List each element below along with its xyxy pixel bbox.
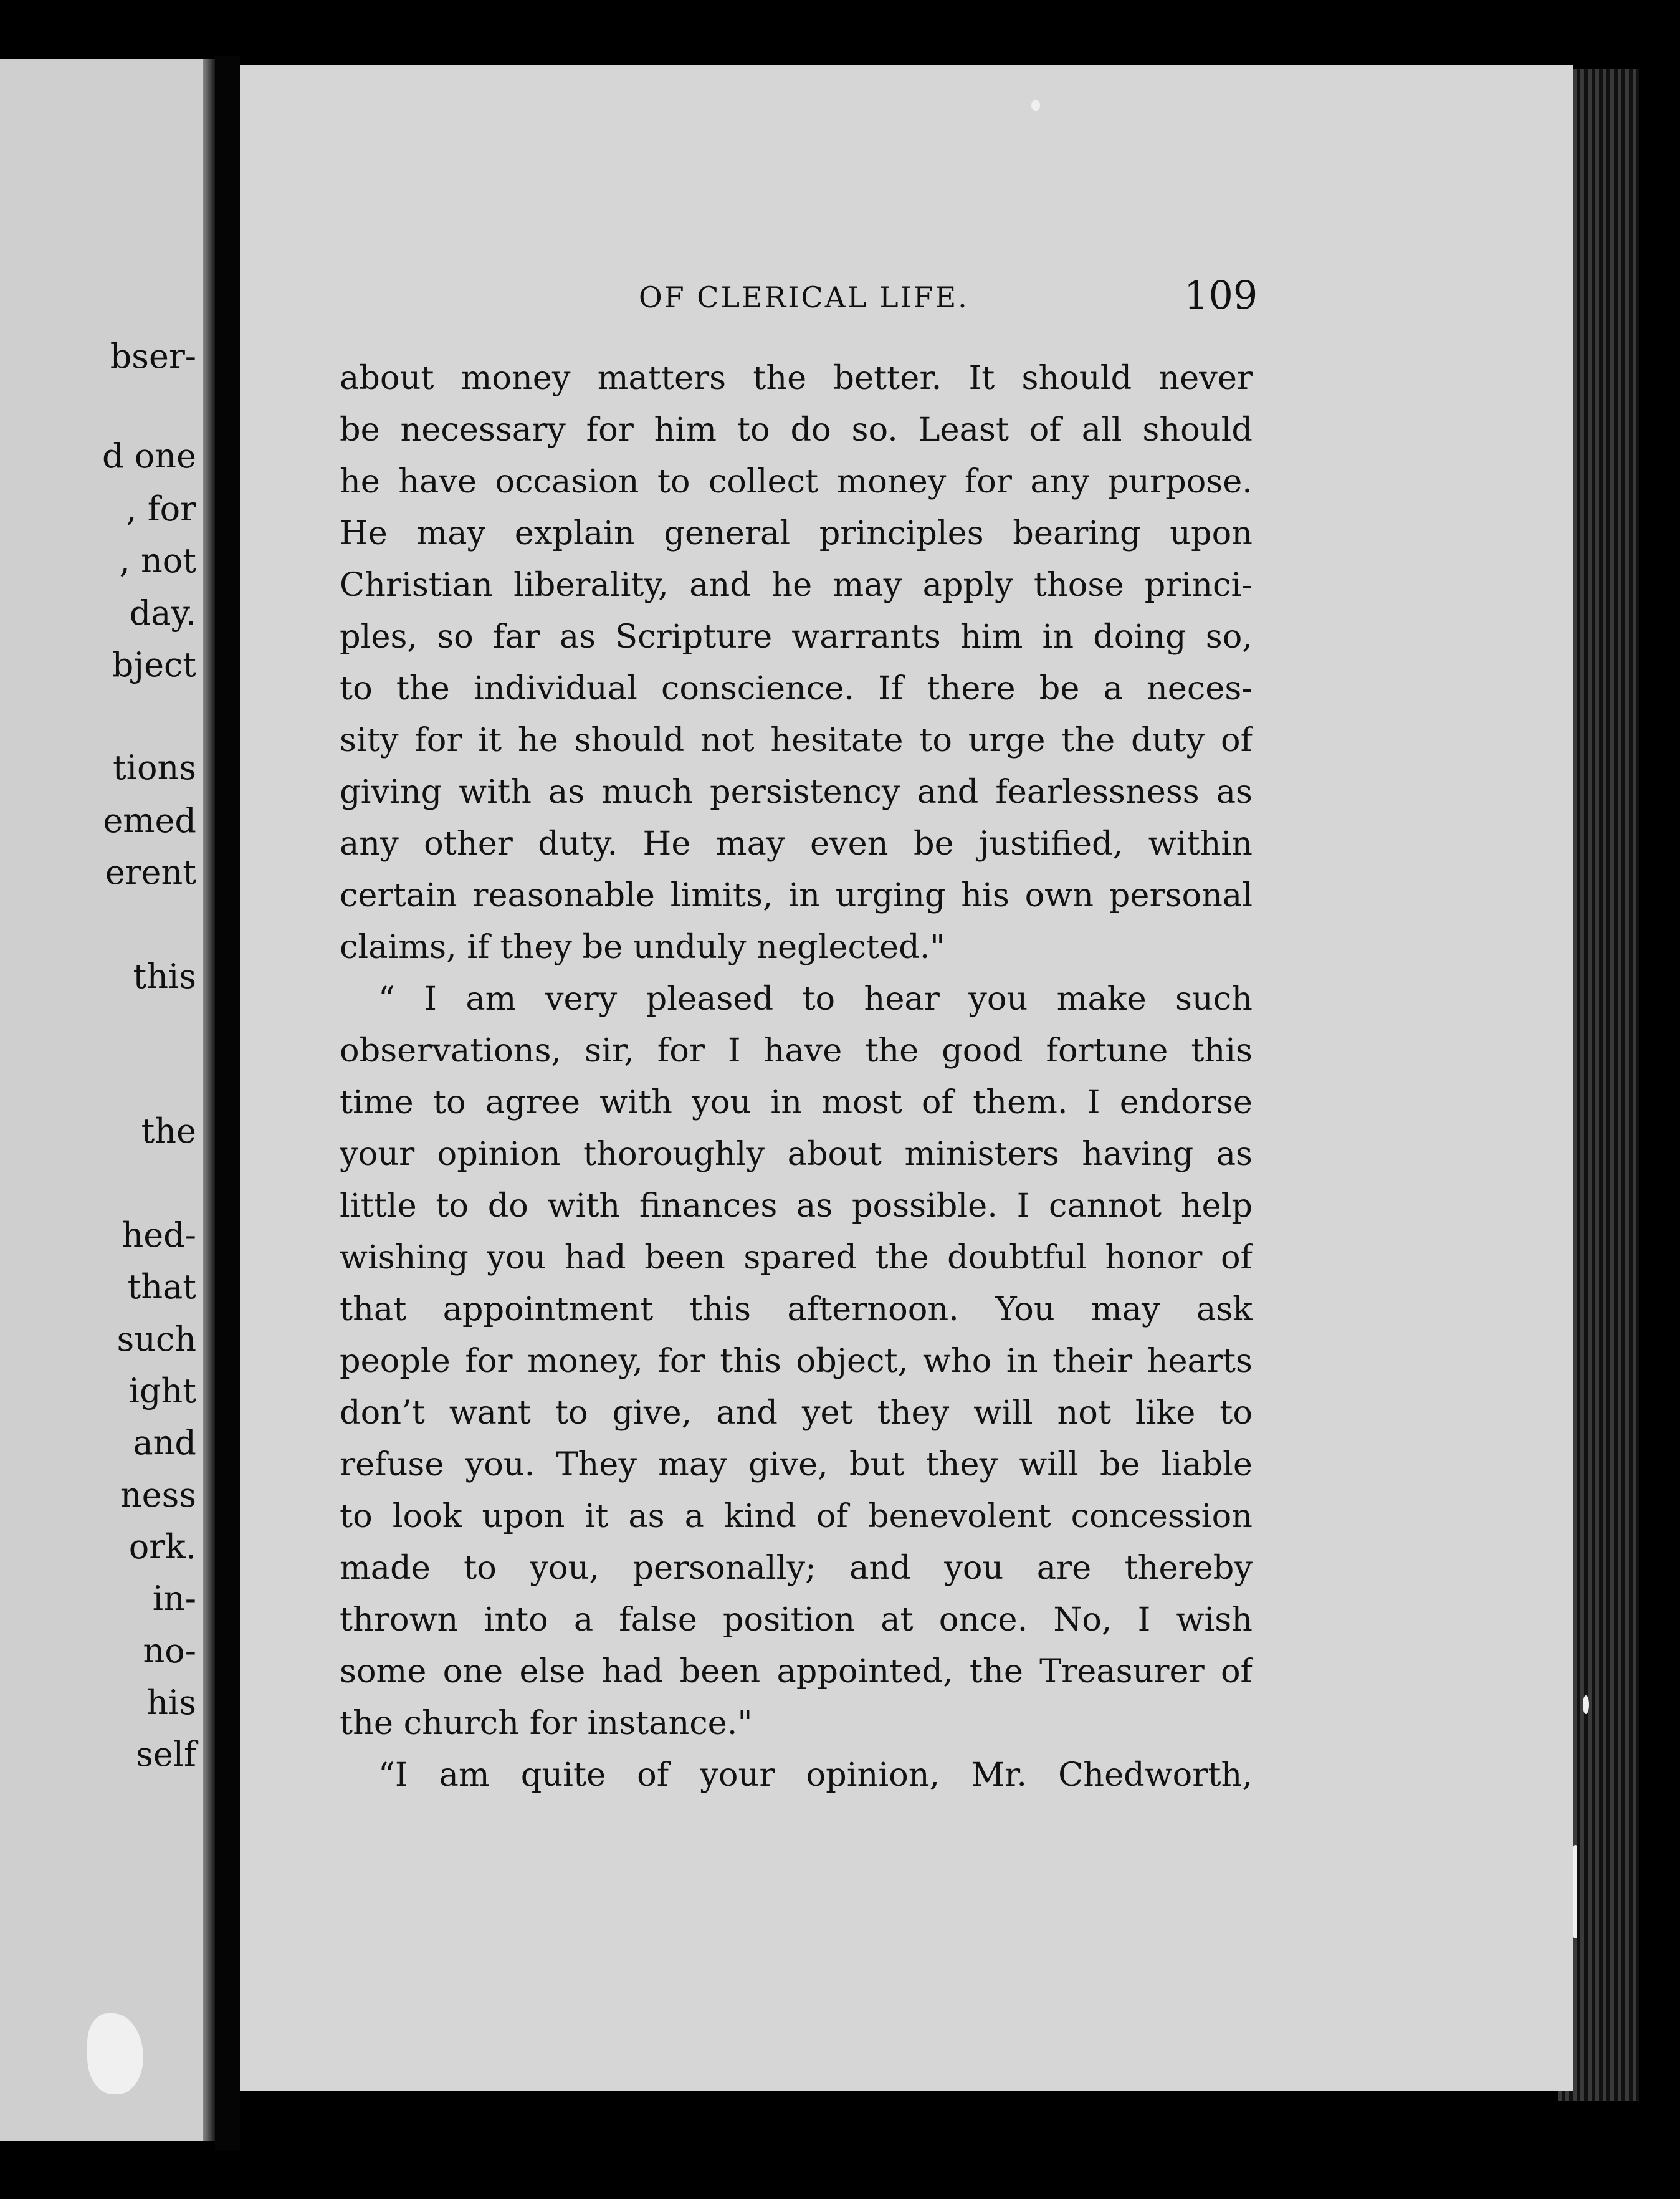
text-line: ples, so far as Scripture warrants him in doing so, xyxy=(340,618,1253,656)
left-page-fragment: ork. xyxy=(128,1527,196,1566)
left-page-fragment: his xyxy=(146,1683,196,1722)
text-line: “ I am very pleased to hear you make such xyxy=(378,980,1253,1018)
text-line: claims, if they be unduly neglected." xyxy=(340,928,945,966)
left-page-fragment: no- xyxy=(143,1631,196,1670)
text-line: He may explain general principles bearing upon xyxy=(340,514,1253,552)
page-number: 109 xyxy=(1184,272,1258,318)
scan-blemish xyxy=(1573,1845,1577,1938)
text-line: made to you, personally; and you are thereby xyxy=(340,1549,1253,1587)
text-line: wishing you had been spared the doubtful honor of xyxy=(340,1238,1253,1277)
text-line: observations, sir, for I have the good fortune this xyxy=(340,1032,1253,1070)
left-page-fragment: hed- xyxy=(122,1215,196,1255)
left-page-fragment: self xyxy=(136,1735,196,1774)
text-line: the church for instance." xyxy=(340,1704,753,1742)
text-line: certain reasonable limits, in urging his own personal xyxy=(340,876,1253,914)
left-page-fragment: ight xyxy=(128,1371,196,1411)
scan-blemish xyxy=(1583,1695,1589,1714)
left-page-fragment: emed xyxy=(103,801,196,840)
left-page-fragment: in- xyxy=(152,1579,196,1618)
text-line: refuse you. They may give, but they will be liable xyxy=(340,1445,1253,1483)
text-line: thrown into a false position at once. No, I wish xyxy=(340,1601,1253,1639)
text-line: some one else had been appointed, the Treasurer of xyxy=(340,1652,1253,1690)
text-line: to look upon it as a kind of benevolent concession xyxy=(340,1497,1253,1535)
left-page-fragment: and xyxy=(133,1423,196,1462)
left-page-fragment: day. xyxy=(129,593,196,633)
left-page-fragment: bject xyxy=(112,645,196,684)
text-line: Christian liberality, and he may apply those princi- xyxy=(340,566,1253,604)
text-line: “I am quite of your opinion, Mr. Chedworth, xyxy=(378,1756,1253,1794)
text-line: time to agree with you in most of them. I endorse xyxy=(340,1083,1253,1121)
left-page-fragment: the xyxy=(141,1111,196,1151)
running-head: OF CLERICAL LIFE. xyxy=(639,280,969,314)
left-page-fragment: , for xyxy=(126,489,196,529)
left-page-fragment: bser- xyxy=(110,337,196,376)
left-page-fragment: ness xyxy=(120,1475,196,1515)
text-line: giving with as much persistency and fearlessness as xyxy=(340,773,1253,811)
text-line: to the individual conscience. If there be a neces- xyxy=(340,669,1253,707)
left-page-fragment: tions xyxy=(113,748,196,787)
book-gutter xyxy=(215,56,240,2150)
left-page-fragment: this xyxy=(133,957,196,996)
text-line: sity for it he should not hesitate to urge the duty of xyxy=(340,721,1253,759)
left-page-fragment: , not xyxy=(119,541,196,580)
left-page-fragment: that xyxy=(127,1267,196,1306)
text-line: people for money, for this object, who in their hearts xyxy=(340,1342,1253,1380)
text-line: any other duty. He may even be justified, within xyxy=(340,825,1253,863)
text-line: that appointment this afternoon. You may ask xyxy=(340,1290,1253,1328)
text-line: your opinion thoroughly about ministers having as xyxy=(340,1135,1253,1173)
body-text xyxy=(340,352,1253,1801)
left-page-fragment: erent xyxy=(105,853,196,892)
left-page-fragment: such xyxy=(117,1320,196,1359)
text-line: don’t want to give, and yet they will not like to xyxy=(340,1394,1253,1432)
scan-blemish xyxy=(1031,100,1040,111)
left-facing-page xyxy=(0,59,215,2141)
left-page-fragment: d one xyxy=(102,436,196,476)
text-line: be necessary for him to do so. Least of all should xyxy=(340,411,1253,449)
left-page-gutter-shadow xyxy=(203,59,215,2141)
text-line: he have occasion to collect money for any purpose. xyxy=(340,462,1253,501)
text-line: about money matters the better. It should never xyxy=(340,359,1253,397)
text-line: little to do with finances as possible. I cannot help xyxy=(340,1187,1253,1225)
